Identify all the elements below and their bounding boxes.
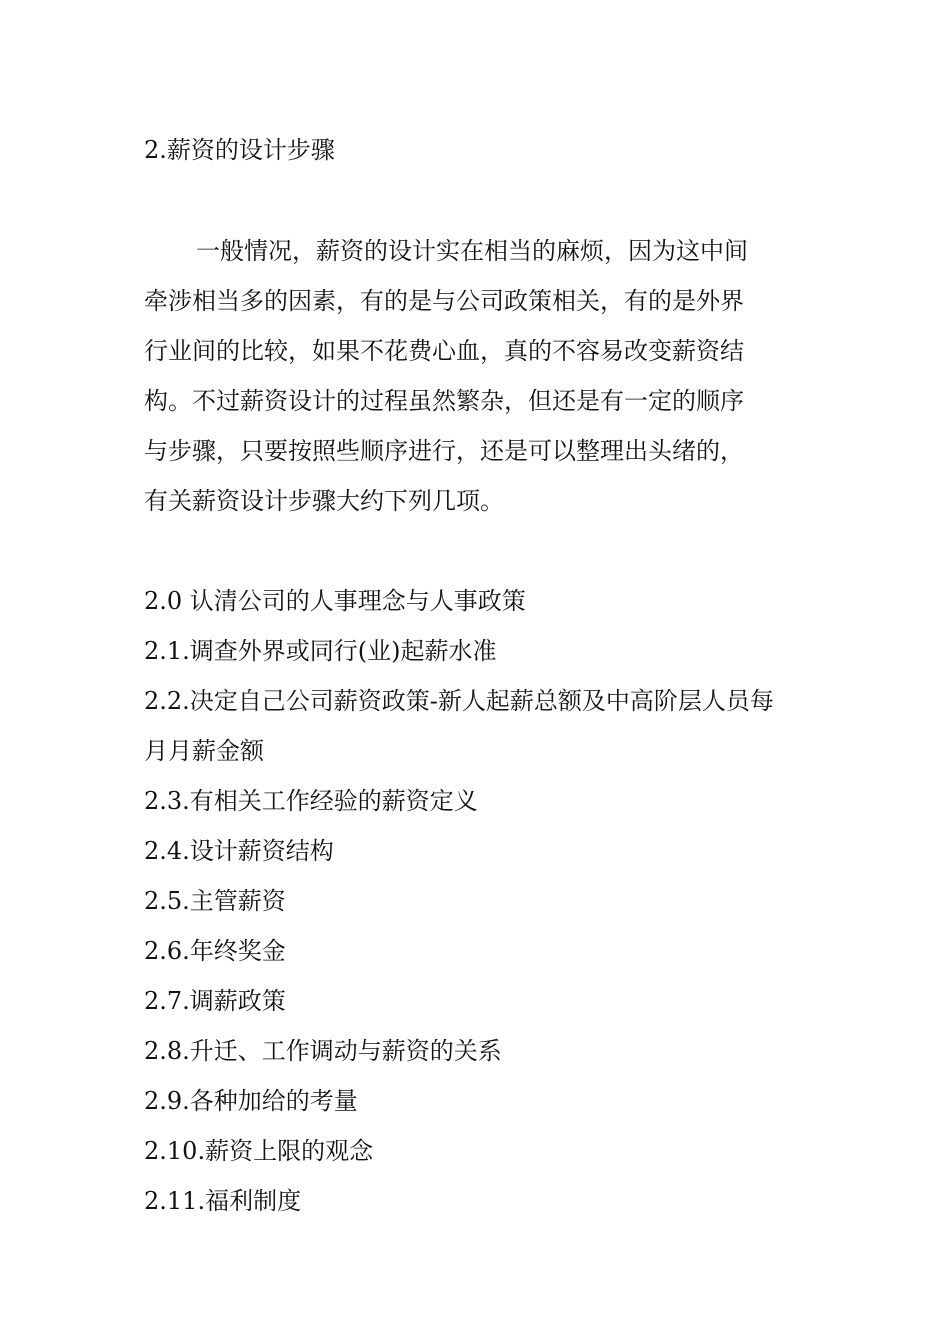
paragraph-line: 牵涉相当多的因素，有的是与公司政策相关，有的是外界 [144,287,744,315]
paragraph-line: 与步骤，只要按照些顺序进行，还是可以整理出头绪的， [144,437,744,465]
list-item: 2.3.有相关工作经验的薪资定义 [144,787,478,815]
list-item: 2.4.设计薪资结构 [144,837,334,865]
list-item: 2.7.调薪政策 [144,987,286,1015]
paragraph-line: 构。不过薪资设计的过程虽然繁杂，但还是有一定的顺序 [144,387,744,415]
list-item: 2.0 认清公司的人事理念与人事政策 [144,587,526,615]
list-item: 2.8.升迁、工作调动与薪资的关系 [144,1037,502,1065]
intro-paragraph [144,226,808,526]
paragraph-line: 行业间的比较，如果不花费心血，真的不容易改变薪资结 [144,337,744,365]
paragraph-line: 一般情况，薪资的设计实在相当的麻烦，因为这中间 [196,237,748,265]
list-item: 2.11.福利制度 [144,1187,302,1215]
list-item: 2.1.调查外界或同行(业)起薪水准 [144,637,497,665]
steps-list [144,576,808,1226]
paragraph-line: 有关薪资设计步骤大约下列几项。 [144,487,504,515]
list-item-continuation: 月月薪金额 [144,737,264,765]
list-item: 2.9.各种加给的考量 [144,1087,358,1115]
list-item: 2.5.主管薪资 [144,887,286,915]
list-item: 2.2.决定自己公司薪资政策-新人起薪总额及中高阶层人员每 [144,687,774,715]
list-item: 2.6.年终奖金 [144,937,286,965]
section-heading: 2.薪资的设计步骤 [144,136,335,164]
list-item: 2.10.薪资上限的观念 [144,1137,374,1165]
